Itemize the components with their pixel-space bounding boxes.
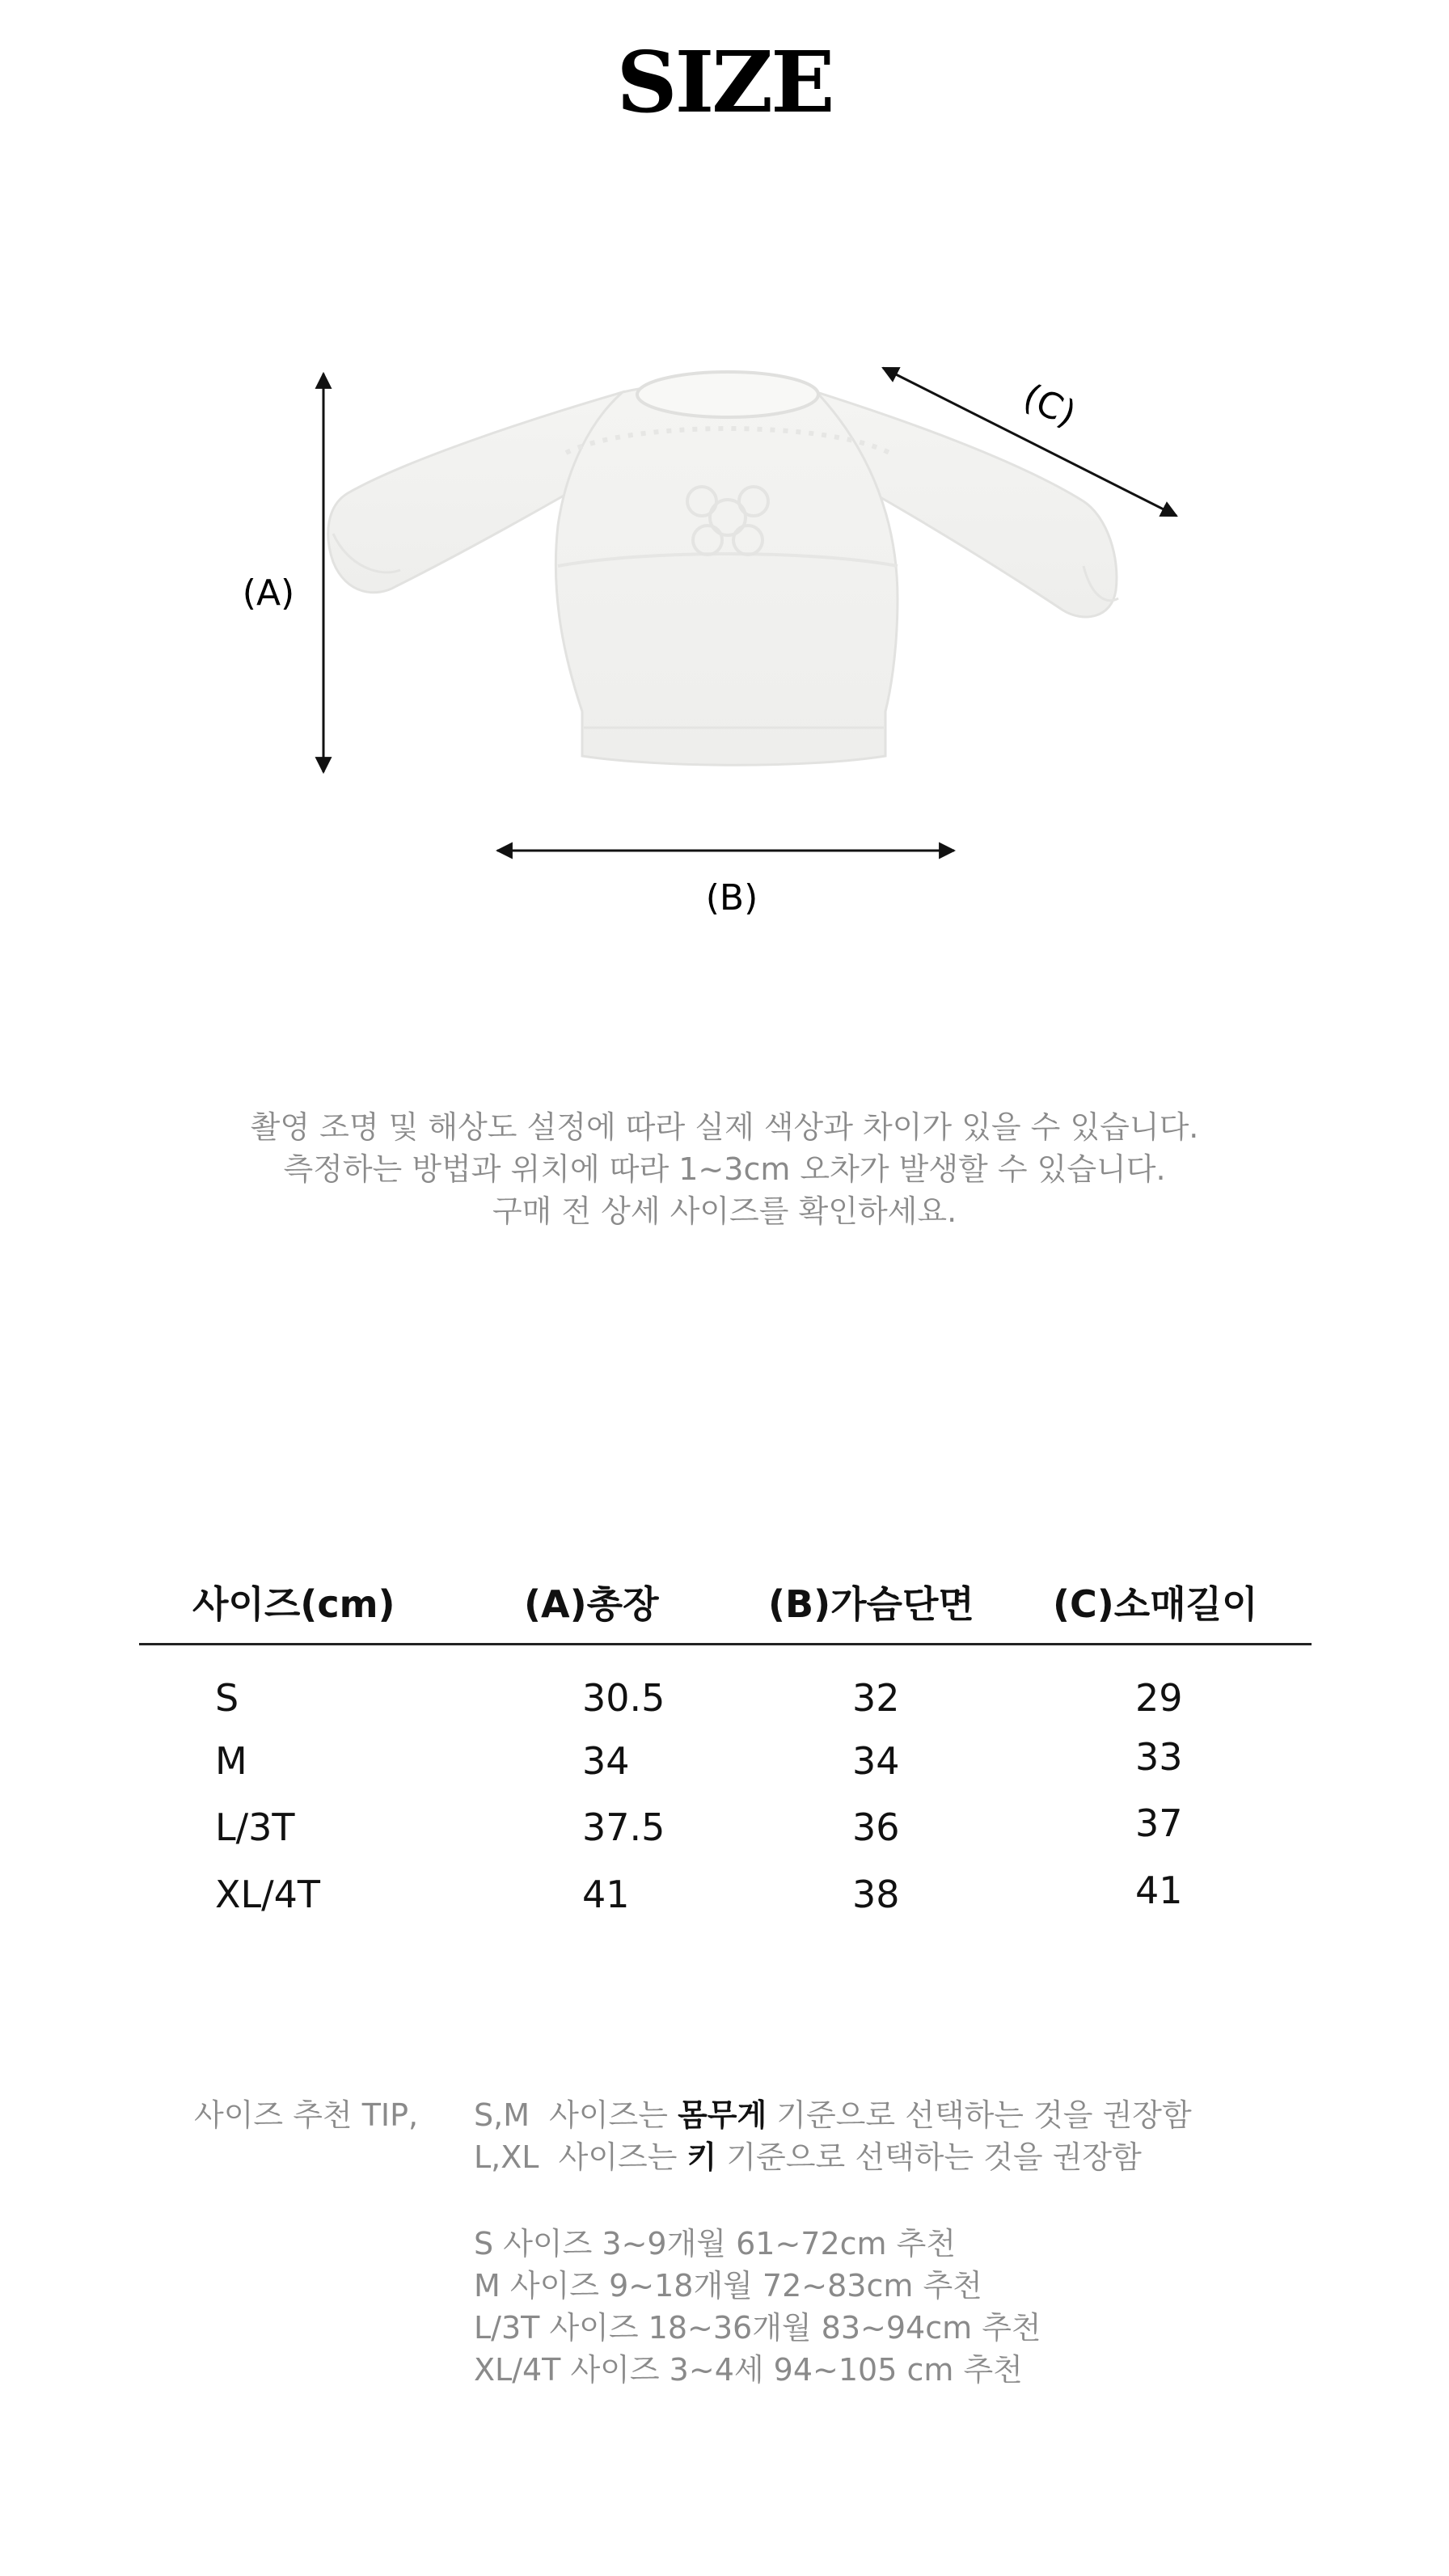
table-cell-size: L/3T (215, 1805, 295, 1849)
table-cell-chest: 32 (852, 1676, 900, 1720)
tip-emphasis: 몸무게 (678, 2097, 767, 2133)
tip-emphasis: 키 (686, 2139, 717, 2175)
measure-label-c: (C) (1016, 376, 1082, 436)
size-diagram (0, 0, 1449, 1011)
table-header-sleeve: (C)소매길이 (1053, 1582, 1258, 1626)
tip-guideline-height (474, 2132, 1142, 2177)
table-cell-chest: 38 (852, 1873, 900, 1916)
table-cell-sleeve: 29 (1135, 1676, 1183, 1720)
table-cell-sleeve: 33 (1135, 1735, 1183, 1779)
table-header-length: (A)총장 (524, 1582, 659, 1626)
table-divider (139, 1643, 1312, 1645)
table-cell-size: S (215, 1676, 239, 1720)
table-cell-size: XL/4T (215, 1873, 321, 1916)
tip-text: 기준으로 선택하는 것을 권장함 (716, 2139, 1142, 2175)
tip-recommendation: XL/4T 사이즈 3~4세 94~105 cm 추천 (474, 2352, 1023, 2388)
note-line: 촬영 조명 및 해상도 설정에 따라 실제 색상과 차이가 있을 수 있습니다. (250, 1109, 1199, 1145)
table-cell-size: M (215, 1739, 247, 1783)
measurement-notes (0, 1106, 1449, 1232)
table-cell-length: 30.5 (582, 1676, 665, 1720)
tip-recommendation: M 사이즈 9~18개월 72~83cm 추천 (474, 2268, 982, 2304)
table-header-chest: (B)가슴단면 (768, 1582, 974, 1626)
note-line: 측정하는 방법과 위치에 따라 1~3cm 오차가 발생할 수 있습니다. (283, 1151, 1166, 1187)
table-cell-chest: 36 (852, 1805, 900, 1849)
table-cell-sleeve: 41 (1135, 1869, 1183, 1912)
tip-text: L,XL 사이즈는 (474, 2139, 687, 2175)
tip-text: S,M 사이즈는 (474, 2097, 678, 2133)
table-cell-chest: 34 (852, 1739, 900, 1783)
table-header-size: 사이즈(cm) (192, 1582, 395, 1626)
tip-recommendation: S 사이즈 3~9개월 61~72cm 추천 (474, 2226, 957, 2261)
measure-label-a: (A) (242, 572, 295, 614)
table-cell-length: 41 (582, 1873, 630, 1916)
tip-guideline-weight (474, 2090, 1192, 2135)
page-title: SIZE (616, 32, 833, 132)
sweater-illustration (328, 372, 1118, 765)
table-cell-sleeve: 37 (1135, 1801, 1183, 1845)
tip-label: 사이즈 추천 TIP, (194, 2097, 419, 2133)
table-cell-length: 37.5 (582, 1805, 665, 1849)
tip-recommendation: L/3T 사이즈 18~36개월 83~94cm 추천 (474, 2310, 1041, 2346)
note-line: 구매 전 상세 사이즈를 확인하세요. (492, 1193, 957, 1229)
table-cell-length: 34 (582, 1739, 630, 1783)
tip-text: 기준으로 선택하는 것을 권장함 (767, 2097, 1192, 2133)
measure-label-b: (B) (705, 877, 758, 918)
